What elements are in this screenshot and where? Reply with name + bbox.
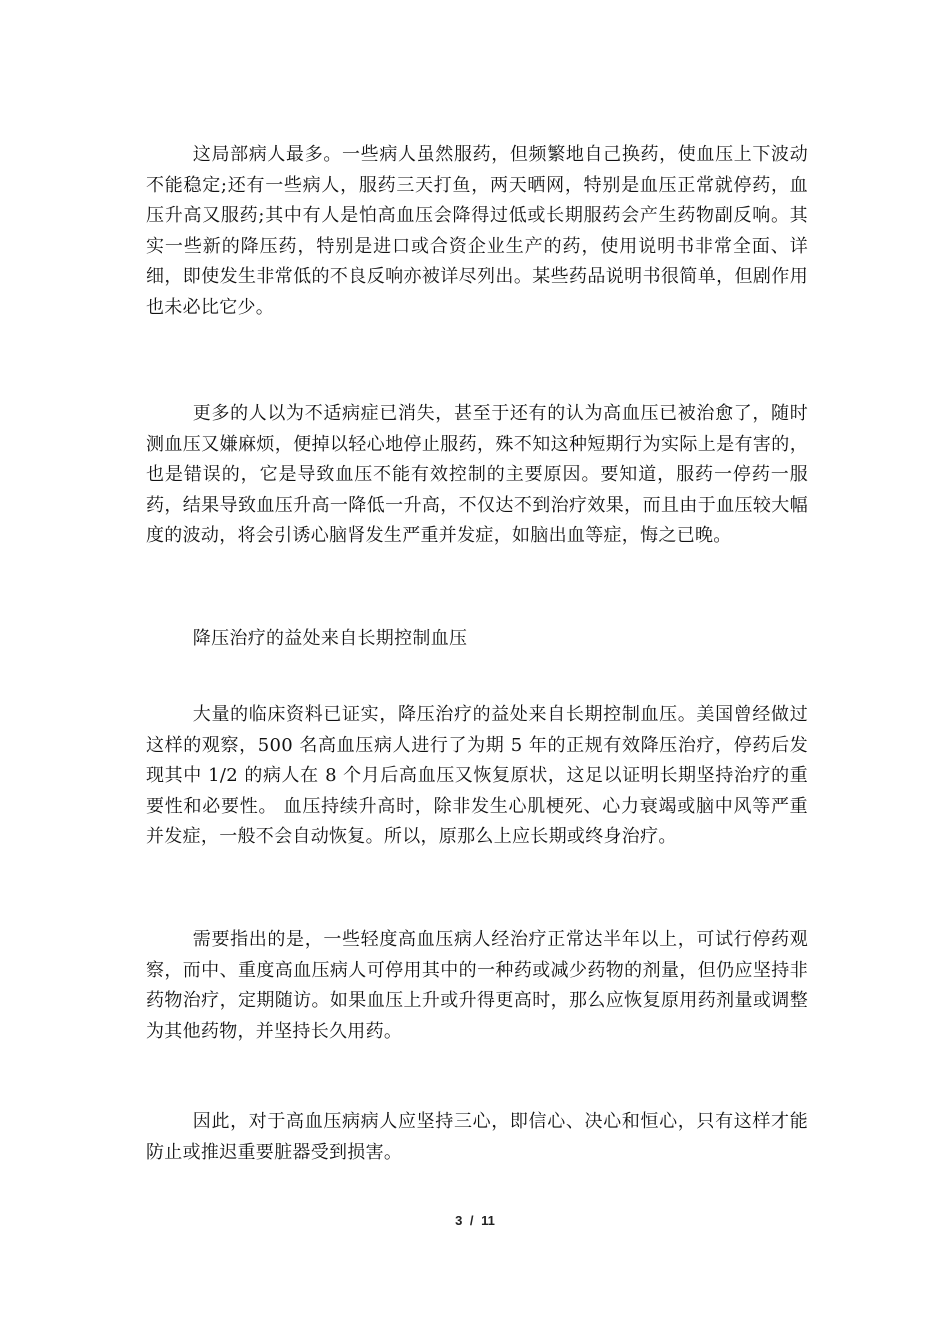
page-number: 3 / 11 [455,1213,495,1228]
paragraph-5: 因此，对于高血压病病人应坚持三心，即信心、决心和恒心，只有这样才能防止或推迟重要脏器受到损害。 [146,1111,808,1163]
paragraph-4: 需要指出的是，一些轻度高血压病人经治疗正常达半年以上，可试行停药观察，而中、重度高血压病人可停用其中的一种药或减少药物的剂量，但仍应坚持非药物治疗，定期随访。如果血压上升或升得更高时，那么应恢复原用药剂量或调整为其他药物，并坚持长久用药。 [146,929,808,1042]
section-heading: 降压治疗的益处来自长期控制血压 [192,628,468,649]
paragraph-2: 更多的人以为不适病症已消失，甚至于还有的认为高血压已被治愈了，随时测血压又嫌麻烦，便掉以轻心地停止服药，殊不知这种短期行为实际上是有害的，也是错误的，它是导致血压不能有效控制的主要原因。要知道，服药一停药一服药，结果导致血压升高一降低一升高，不仅达不到治疗效果，而且由于血压较大幅度的波动，将会引诱心脑肾发生严重并发症，如脑出血等症，悔之已晚。 [146,403,808,547]
paragraph-1: 这局部病人最多。一些病人虽然服药，但频繁地自己换药，使血压上下波动不能稳定;还有一些病人，服药三天打鱼，两天晒网，特别是血压正常就停药，血压升高又服药;其中有人是怕高血压会降得过低或长期服药会产生药物副反响。其实一些新的降压药，特别是进口或合资企业生产的药，使用说明书非常全面、详细，即使发生非常低的不良反响亦被详尽列出。某些药品说明书很简单，但剧作用也未必比它少。 [146,144,808,318]
paragraph-3: 大量的临床资料已证实，降压治疗的益处来自长期控制血压。美国曾经做过这样的观察，500 名高血压病人进行了为期 5 年的正规有效降压治疗，停药后发现其中 1/2 的病人在 8 个月后高血压又恢复原状，这足以证明长期坚持治疗的重要性和必要性。 血压持续升高时，除非发生心肌梗死、心力衰竭或脑中风等严重并发症，一般不会自动恢复。所以，原那么上应长期或终身治疗。 [146,704,808,848]
